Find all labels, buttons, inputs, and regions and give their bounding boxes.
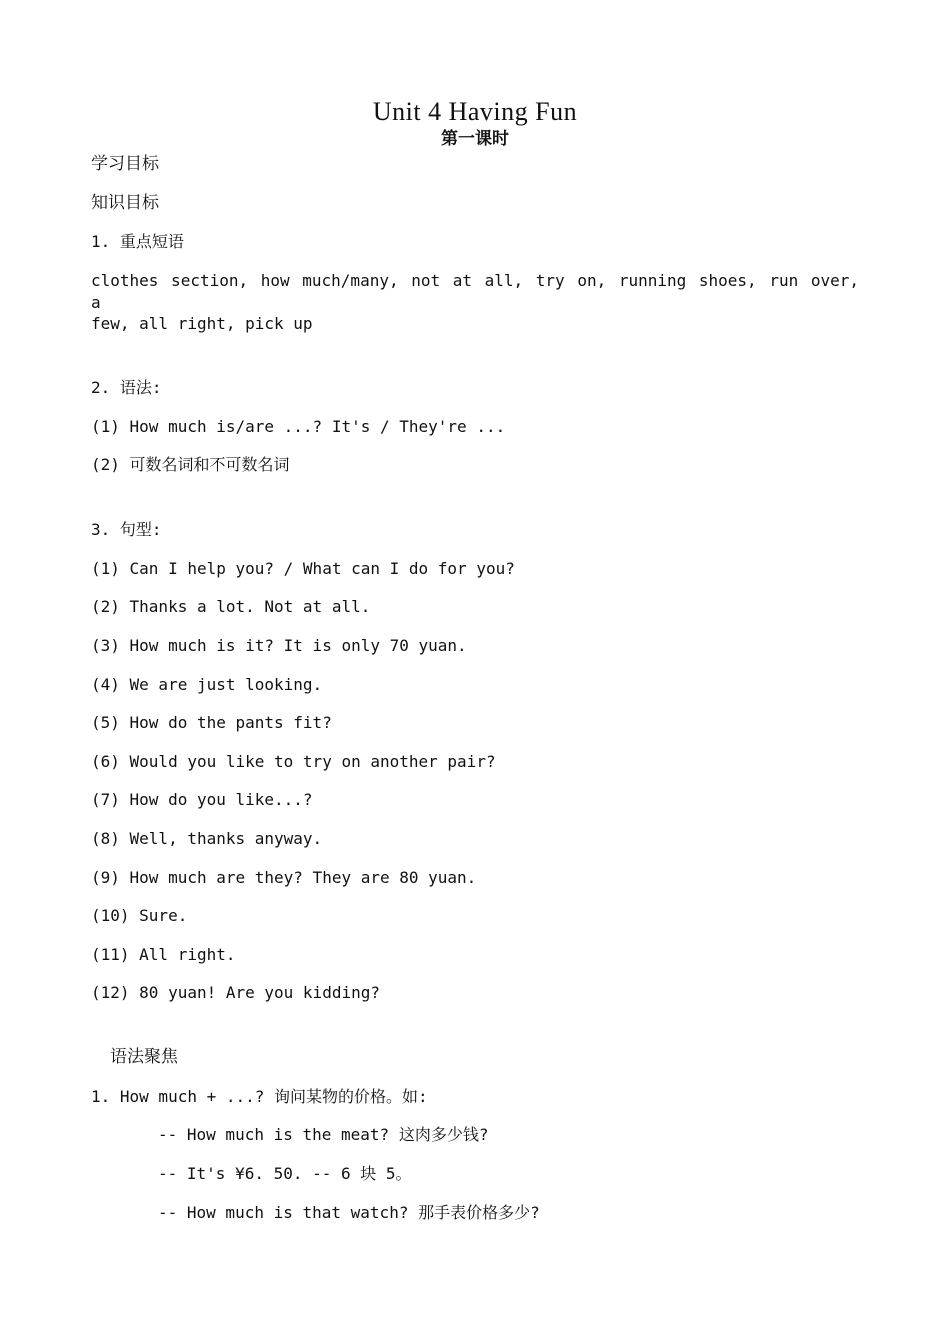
example-line: -- How much is the meat? 这肉多少钱?	[158, 1125, 489, 1144]
sentence-item: (10) Sure.	[91, 906, 188, 925]
knowledge-goals-heading: 知识目标	[91, 193, 159, 213]
section-2-heading: 2. 语法:	[91, 378, 162, 397]
sentence-item: (12) 80 yuan! Are you kidding?	[91, 983, 380, 1002]
sentence-item: (1) Can I help you? / What can I do for you?	[91, 559, 515, 578]
example-line: -- How much is that watch? 那手表价格多少?	[158, 1203, 540, 1222]
lesson-subtitle: 第一课时	[441, 129, 509, 149]
sentence-item: (6) Would you like to try on another pair?	[91, 752, 496, 771]
section-3-heading: 3. 句型:	[91, 520, 162, 539]
document-title: Unit 4 Having Fun	[372, 97, 578, 126]
section-1-heading: 1. 重点短语	[91, 232, 184, 251]
grammar-focus-heading: 语法聚焦	[110, 1047, 178, 1067]
sentence-item: (3) How much is it? It is only 70 yuan.	[91, 636, 467, 655]
sentence-item: (7) How do you like...?	[91, 790, 313, 809]
sentence-item: (4) We are just looking.	[91, 675, 323, 694]
example-line: -- It's ¥6. 50. -- 6 块 5。	[158, 1164, 412, 1183]
sentence-item: (11) All right.	[91, 945, 236, 964]
sentence-item: (9) How much are they? They are 80 yuan.	[91, 868, 477, 887]
learning-goals-heading: 学习目标	[91, 154, 159, 174]
key-phrases-line-1: clothes section, how much/many, not at all, try on, running shoes, run over, a	[91, 271, 859, 312]
sentence-item: (8) Well, thanks anyway.	[91, 829, 323, 848]
grammar-item: (1) How much is/are ...? It's / They're ...	[91, 417, 506, 436]
key-phrases-line-2: few, all right, pick up	[91, 314, 313, 333]
grammar-item: (2) 可数名词和不可数名词	[91, 455, 290, 474]
grammar-focus-item: 1. How much + ...? 询问某物的价格。如:	[91, 1087, 428, 1106]
sentence-item: (5) How do the pants fit?	[91, 713, 332, 732]
sentence-item: (2) Thanks a lot. Not at all.	[91, 597, 371, 616]
